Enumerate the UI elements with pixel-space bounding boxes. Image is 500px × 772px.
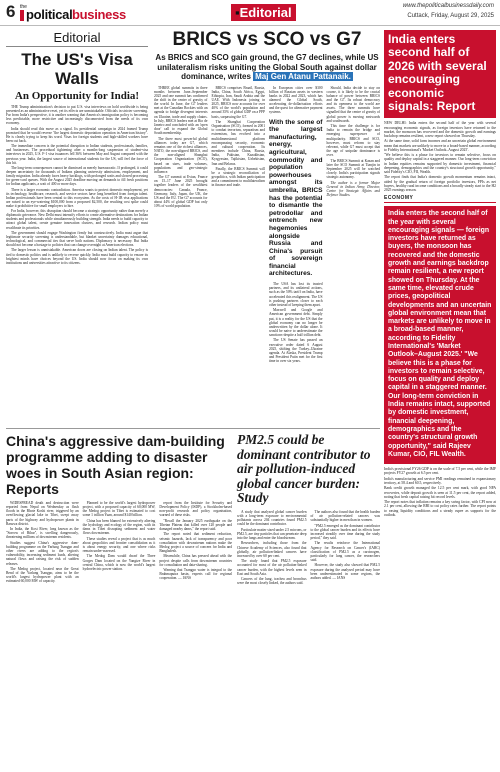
brics-column-1	[154, 86, 208, 365]
editorial-subtitle: An Opportunity for India!	[14, 90, 140, 102]
editorial-paragraph: The immediate concern is the potential disruption to Indian students, professionals, families, and businesses. The procedural tightening after a months-long suspension of student-visa interviews in 2025, U.S. F-1 visa issuances fell 36% between May and August compared with the previous year. India, the largest source of international students for the US, will feel the force of this hit.	[6, 144, 148, 165]
editorial-label: Editorial	[6, 30, 148, 47]
india-economy-paragraph: NEW DELHI: India enters the second half of the year with several encouraging economic signals, as foreign investors have returned to the market, the monsoon has recovered and the domestic growth and earnings backdrop remains resilient, a new report showed on Thursday.	[384, 121, 496, 139]
china-paragraph: The Medog project, located near the Great Bend of the Yarlung Tsangpo, aims to be the world's largest hydropower plant with an estimated 60,000 MW of capacity.	[6, 566, 79, 584]
brics-paragraph: The BRICS Summit at Kazan and later the SCO Summit at Tianjin in September 2025 will be watched closely. India's participation signals strategic autonomy.	[326, 158, 380, 180]
section-divider	[6, 428, 380, 429]
brics-paragraph: The G7 summit at Evian, France on 15–17 June 2025 brought together leaders of the wealthiest democracies: Canada, France, Germany, Italy, Japan, the UK, the US and the EU. The G7 accounts for about 44% of global GDP but only 10% of world population.	[154, 175, 208, 209]
economy-tag: ECONOMY	[384, 195, 496, 203]
pm25-paragraph: A study that analysed global cancer burden with a long-term exposure to environmental pollutants across 204 countries found PM2.5 could be the dominant contributor.	[237, 509, 307, 527]
china-paragraph: The report noted that sediment reduction, seismic hazards, lack of transparency and poor consultation with downstream nations make the Medog project a source of concern for India and Bangladesh.	[159, 532, 233, 554]
editorial-column	[6, 30, 148, 266]
editorial-paragraph: The long-term consequences cannot be dismissed as merely bureaucratic. If prolonged, it could deepen uncertainty for thousands of Indians planning university admissions, employment, and family migration. India already faces heavy backlogs, with prolonged waits and slowed processing for green-card queues. With the August 2025 deadline moving on demands to fill fresh positions for Indian applicants, a wait of 400 or more days.	[6, 165, 148, 187]
china-paragraph: WIDESPREAD death and destruction were reported from Nepal on Wednesday as flash floods in the Bhote Koshi river, triggered by an overflowing glacial lake in Tibet, swept away parts of the highway and hydropower plants in Rasuwa district.	[6, 501, 79, 526]
pm25-paragraph: The authors also found that the health burden of air pollution-related cancers was substantially higher in men than in women.	[310, 509, 380, 523]
website-url: www.thepoliticalbusinessdaily.com	[402, 3, 494, 9]
india-economy-paragraph: The report finds that India's domestic growth momentum remains intact, aided by the gradual return of foreign portfolio investors, FPIs as net buyers, healthy rural income conditions and a broadly steady start to the H2 2025 earnings season.	[384, 175, 496, 193]
india-economy-body-continued	[384, 467, 496, 517]
china-column-3	[159, 501, 232, 585]
china-paragraph: Planned to be the world's largest hydropower project, with a proposed capacity of 60,000 MW, the Medog project in Tibet is estimated to cost some 1 trillion Yuan, around $140 billion.	[82, 501, 156, 518]
brics-headline: BRICS vs SCO vs G7	[172, 29, 362, 50]
editorial-paragraph: There is a larger economic contradiction. America wants to protect domestic employment, yet its technology, healthcare, research, and service sectors have long benefited from foreign talent. Indian professionals have been central to this ecosystem. As the costs of H-1B visa applications are raised to an eye-watering $100,000 from a proposed $2,500, the resulting cost spike could make it prohibitive for small employers to hire.	[6, 187, 148, 208]
logo-political: political	[26, 7, 73, 22]
china-paragraph: The Medog Dam would dwarf the Three Gorges Dam located on the Yangtze River in central China, which is now the world's largest hydroelectric power station.	[82, 554, 156, 571]
india-economy-paragraph: At the same time, solid farm incomes and an uncertain global environment mean that markets are unlikely to move in a broad-based manner, according to Fidelity International's 'Market Outlook–August 2025'.	[384, 139, 496, 152]
brics-pull-quote: With the some of the largest manufacturing, energy, agricultural, commodity and population powerhouses amongst its umbrella, BRICS has the potential to dismantle the petrodollar and entrench new hegemonies alongside Russia and China's pursuit of sovereign financial architectures.	[269, 118, 323, 278]
china-paragraph: These studies reveal a project that is as much about geopolitics and frontier consolidation as it is about energy security, and one where risks remain under-assessed.	[82, 536, 156, 554]
pm25-paragraph: Cancers of the lung, trachea and bronchus were the most closely linked, the authors said.	[237, 577, 307, 586]
brics-column-3	[269, 86, 323, 365]
china-paragraph: Meanwhile, China has pressed ahead with the project despite calls from downstream countries for consultation and data-sharing.	[159, 554, 233, 567]
india-economy-paragraph: "We believe this is a phase for investors to remain selective, focus on quality and deploy capital in a staggered manner. Our long-term conviction in Indian equities remains supported by domestic investment, financial deepening, demographics and the country's structural growth opportunity," said Fidelity's CIO, FII, Wealth.	[384, 153, 496, 175]
india-economy-paragraph: The report notes that inflation remains a key swing factor, with CPI now at 2.1 per cent, allowing the RBI to cut policy rates further. The report points to easing liquidity conditions and a steady rupee as supports for the outlook.	[384, 500, 496, 517]
china-paragraph: China has been blamed for extensively altering the hydrology and ecology of the region, with its dams in Tibet disrupting sediment and water flows downstream.	[82, 518, 156, 536]
india-economy-headline: India enters second half of 2026 with several encouraging economic signals: Report	[384, 30, 496, 118]
india-economy-paragraph: Bank credit growth managed the 12.5 per cent mark, with good NPA recoveries, while deposit growth is seen at 11.5 per cent, the report added, noting that fresh capital raising hit record levels.	[384, 486, 496, 499]
brics-paragraph: In European cities over $300 billion of Russian assets in western banks in 2022 and 2023, which has alarmed the Global South, accelerating de-dollarisation efforts and the quest for alternative payment systems.	[269, 85, 323, 115]
section-flag: ▪Editorial	[231, 4, 296, 21]
china-columns	[6, 501, 232, 585]
logo-business: business	[72, 7, 126, 22]
brics-paragraph: Finally, the BRICS Summit will be a strategic reconciliation of geopolitics, with Indian participation and a commitment to multilateralism in finance and trade.	[211, 166, 265, 188]
logo-bar	[20, 10, 24, 21]
pm25-paragraph: However, the study also showed that PM2.5 exposure during the analysed period may have been underestimated in some regions, the authors added. — IANS	[310, 563, 380, 580]
brics-paragraph: The USA has lost its trusted partners, and its unilateral actions, such as the 50% tariff on India, have accelerated this realignment. The US is pushing partners closer to each other instead of keeping them apart.	[269, 282, 323, 307]
pm25-columns	[237, 510, 380, 587]
brics-column-4	[327, 86, 381, 365]
brics-paragraph: The Shanghai Cooperation Organisation (SCO), formed in 2001 to combat terrorism, separatism and extremism, has evolved into a multidimensional platform encompassing security, economic and cultural cooperation. Its members include China, Russia, India, Pakistan, Kazakhstan, Kyrgyzstan, Tajikistan, Uzbekistan, Iran and Belarus.	[211, 119, 265, 166]
china-column-1	[6, 501, 79, 585]
logo-the: the	[20, 4, 27, 10]
editorial-paragraph: The larger lesson is unmistakable. American doors are closing on Indian talent. The policy is tied to domestic politics and is unlikely to reverse quickly. India must build capacity to ensure its brightest minds have choices beyond the US. India should now focus on making its own institutions and universities attractive to its citizens.	[6, 248, 148, 265]
china-paragraph: "Recall the January 2025 earthquake on the Tibetan Plateau that killed over 120 people and damaged nearby dams," the report said.	[159, 518, 233, 532]
dateline: Cuttack, Friday, August 29, 2025	[407, 13, 494, 19]
brics-paragraph: Should, India decide to stay on course, it is likely to be the crucial balance of power between BRICS and the G7. Its robust democracy and its openness to the world are assets. The three summits have signalled that the centre of gravity of global power is moving eastwards and southwards.	[326, 85, 380, 123]
india-economy-paragraph: India's manufacturing and service PMI readings remained in expansionary territory, at 58.4 and 60.5, respectively.	[384, 476, 496, 485]
brics-deck	[154, 53, 380, 82]
brics-paragraph: This time the challenge is for India to remain the bridge and emerging superpower of multipolarity. BRICS and SCO, however, must reform to stay relevant, while G7 must accept that the age of unipolar dominance is over.	[326, 124, 380, 158]
brics-paragraph: The three most powerful global alliances today are G7, which remains one of the richest alliances, NATO, the non-aligned BRICS, and the non-aligned Shanghai Cooperation Organization (SCO), based on sizes, trade volumes, populations and geo-strategic influence.	[154, 136, 208, 174]
editorial-body	[6, 105, 148, 265]
brics-article	[154, 30, 380, 365]
editorial-paragraph: For India, however, this disruption should become a strategic opportunity rather than merely a diplomatic grievance. New Delhi must intensify efforts to create alternative destinations for Indian students and professionals while simultaneously building strength. India needs to build capacity to attract global talent, create genuine innovation clusters, and research. Indian policy must recalibrate its priorities.	[6, 209, 148, 230]
newspaper-logo	[20, 4, 146, 21]
pm25-article	[237, 433, 380, 587]
pm25-column-1	[237, 510, 307, 587]
brics-paragraph: The US Senate has passed an executive order dated 6 August 2025, shifting the Turkey–Ukraine agenda. At Alaska, President Trump and President Putin met for the first time in over six years.	[269, 338, 323, 364]
pm25-paragraph: The results reinforce the International Agency for Research on Cancer's (IARC) classification of PM2.5 as a carcinogen, particularly for lung cancer, the researchers said.	[310, 541, 380, 563]
china-paragraph: report from the Institute for Security and Development Policy (ISDP), a Stockholm-based non-profit research and policy organisation, warned of these risks.	[159, 501, 233, 518]
editorial-paragraph: The government should engage Washington firmly but constructively. India must argue that legitimate security screening is understandable, but blanket uncertainty damages educational, technological, and commercial ties that serve both nations. Diplomacy is necessary. But India should not become a hostage to policies that can change overnight at American elections.	[6, 230, 148, 248]
china-paragraph: Warning that Tsangpo water is integral to the Brahmaputra basin, experts call for regional cooperation. — IANS	[159, 568, 233, 581]
pm25-headline: PM2.5 could be dominant contributor to air pollution-induced global cancer burden: Study	[237, 432, 371, 506]
brics-columns	[154, 86, 380, 365]
india-economy-body	[384, 121, 496, 192]
masthead	[0, 0, 500, 26]
pm25-column-2	[311, 510, 381, 587]
pm25-paragraph: Researchers, including those from the Chinese Academy of Sciences, also found that globally, air pollution-linked cancers have increased by over 60 per cent.	[237, 541, 307, 558]
brics-paragraph: THREE global summits in three months between June–September 2025 and one summit has confirmed the shift in the center of gravity of the world. In June, the G7 leaders met at the Canadian Rockies with an agenda to bridge divergent interests on Ukraine, trade and supply chains. In July, BRICS leaders met at Rio de Janeiro and concluded with an 'open door' call to expand the Global South membership.	[154, 85, 208, 136]
page-number: 6	[6, 2, 16, 21]
brics-paragraph: Maxwell and Google and American government debt. Simply put, it is a reality for the US that the global economy can no longer be underwritten by the dollar alone. It would be naive to underestimate the sanctions-despite a half trillion debt.	[269, 308, 323, 338]
india-economy-paragraph: India's provisional FY26 GDP is on the scale of 7.5 per cent, while the IMF projects FY27 growth at 6.5 per cent.	[384, 467, 496, 476]
editorial-paragraph: THE Trump administration's decision to put U.S. visa interviews on hold worldwide is being presented as an administrative reset, yet its effects are unmistakable. Officials in stricter screening. Far from India's perspective, it is another warning that America's immigration policy is becoming less predictable, more restrictive and increasingly disconnected from the needs of its own economy.	[6, 105, 148, 126]
economy-highlight-box: India enters the second half of the year with several encouraging signals — foreign investors have returned as buyers, the monsoon has recovered and the domestic growth and earnings backdrop remain resilient, a new report showed on Thursday. At the same time, elevated crude prices, geopolitical developments and an uncertain global environment mean that markets are unlikely to move in a broad-based manner, according to Fidelity International's 'Market Outlook–August 2025.' "We believe this is a phase for investors to remain selective, focus on quality and deploy capital in a staggered manner. Our long-term conviction in India remains intact, supported by domestic investment, financial deepening, demographics and the country's structural growth opportunity," said Rajeev Kumar, CIO, FIL Wealth.	[384, 206, 496, 464]
brics-deck-text: As BRICS and SCO gain ground, the G7 declines, while US unilateralism risks uniting the Global South against dollar dominance, writes	[155, 53, 379, 81]
china-column-2	[83, 501, 156, 585]
pm25-paragraph: "PM2.5 emerged as the dominant contributor to the global cancer burden and its effects have increased steadily over time during the study period," they said.	[310, 523, 380, 541]
china-paragraph: Studies suggest China's aggressive dam-building programme on the Yarlung Tsangpo and other rivers are adding to the region's vulnerability, increasing sediment loads, altering natural flows and raising the risk of sudden releases.	[6, 540, 79, 566]
editorial-title: The US's Visa Walls	[21, 50, 133, 88]
editorial-paragraph: India should read this move as a signal. Its presidential campaign in 2024 framed Trump promised that he would reverse "the largest domestic deportation operation in American history". He is clearly trying to keep his word. Visas for foreign students and high-skilled workers have been cut back.	[6, 126, 148, 143]
brics-column-2	[212, 86, 266, 365]
pm25-paragraph: Particulate matter sized under 2.5 microns, or PM2.5, are tiny particles that can penetrate deep into the lungs and enter the bloodstream.	[237, 527, 307, 541]
india-economy-article	[384, 30, 496, 518]
brics-paragraph: BRICS comprises Brazil, Russia, India, China, South Africa, Egypt, Ethiopia, Iran, Saudi Arabia and the UAE. With Indonesia joining in 2025, BRICS now accounts for over 40% of the world's population and around 35% of global GDP on a PPP basis, surpassing the G7.	[211, 85, 265, 119]
section-flag-label: Editorial	[239, 5, 292, 20]
china-dam-article	[6, 433, 232, 585]
brics-byline: Maj Gen Atanu Pattanaik.	[255, 72, 351, 81]
china-paragraph: In India, the Kosi River, long known as the "Sorrow of Bihar", is swelling dangerously, threatening millions of downstream residents.	[6, 527, 79, 540]
china-headline: China's aggressive dam-building programme adding to disaster woes in South Asian region: Reports	[6, 433, 225, 497]
pm25-paragraph: The study found that PM2.5 exposure accounted for most of the air pollution-linked cancer burden, with the highest levels seen in East and South Asia.	[237, 559, 307, 576]
brics-author-note: The author is a former Major General in Indian Army, Director, Centre for Strategic Affairs and Defence Studies.	[326, 180, 380, 197]
